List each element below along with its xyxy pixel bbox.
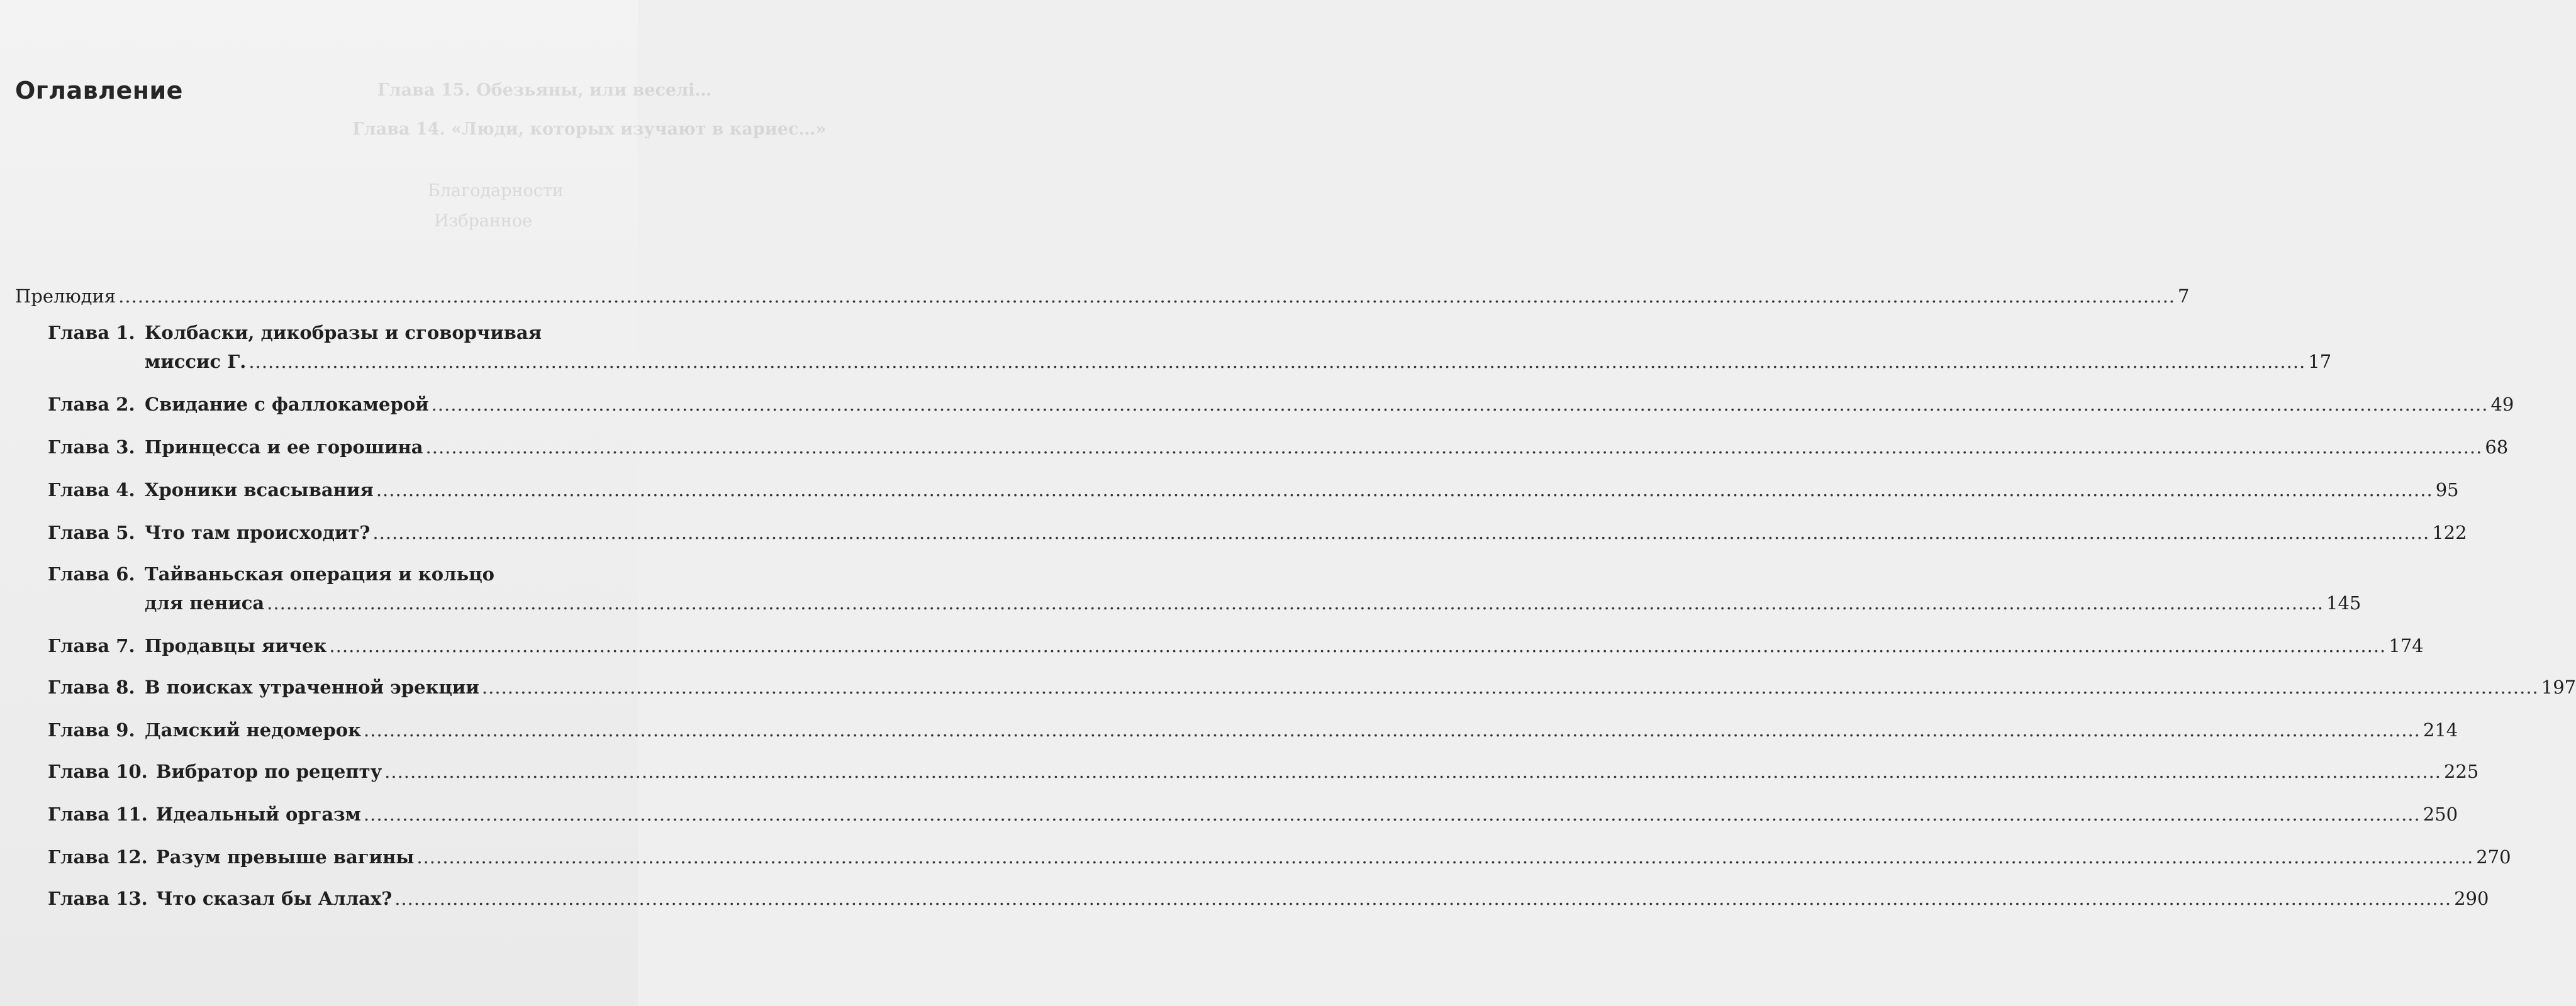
dot-leader <box>248 347 2306 376</box>
show-through-text: Глава 14. «Люди, которых изучают в кариес…» <box>352 119 827 139</box>
chapter-label: Глава 8. <box>48 677 135 698</box>
chapter-label: Глава 13. <box>48 888 148 909</box>
dot-leader <box>394 884 2451 913</box>
entry-title: Хроники всасывания <box>145 479 374 500</box>
chapter-label: Глава 1. <box>48 322 135 343</box>
entry-title: Идеальный оргазм <box>156 804 361 825</box>
page-number: 250 <box>2423 804 2458 825</box>
dot-leader <box>376 475 2433 504</box>
toc-entry-chapter-4 <box>48 475 2459 504</box>
dot-leader <box>364 716 2421 744</box>
entry-title: Что там происходит? <box>145 522 371 543</box>
entry-title-continued: миссис Г. <box>145 351 247 372</box>
page-number: 174 <box>2389 635 2424 656</box>
entry-title: Принцесса и ее горошина <box>145 436 423 458</box>
toc-entry-chapter-7 <box>48 631 2424 660</box>
page-title: Оглавление <box>15 77 183 104</box>
page-number: 270 <box>2476 846 2511 868</box>
page-number: 225 <box>2444 761 2479 782</box>
chapter-label: Глава 4. <box>48 479 135 500</box>
page-number: 214 <box>2423 719 2458 741</box>
entry-title: Тайваньская операция и кольцо <box>145 563 494 585</box>
entry-title: Свидание с фаллокамерой <box>145 394 429 415</box>
toc-entry-chapter-2 <box>48 390 2514 419</box>
page-number: 197 <box>2541 677 2576 698</box>
entry-title: Колбаски, дикобразы и сговорчивая <box>145 322 542 343</box>
entry-title: Что сказал бы Аллах? <box>156 888 393 909</box>
toc-entry-chapter-13 <box>48 884 2489 913</box>
dot-leader <box>118 282 2175 311</box>
chapter-label: Глава 6. <box>48 563 135 585</box>
chapter-label: Глава 2. <box>48 394 135 415</box>
entry-title: Вибратор по рецепту <box>156 761 382 782</box>
dot-leader <box>426 433 2483 462</box>
toc-entry-chapter-1 <box>48 318 2332 376</box>
show-through-text: Глава 15. Обезьяны, или веселі… <box>377 80 712 100</box>
page-number: 49 <box>2490 394 2514 415</box>
dot-leader <box>372 518 2429 547</box>
page-number: 95 <box>2435 479 2459 500</box>
chapter-label: Глава 11. <box>48 804 148 825</box>
chapter-label: Глава 3. <box>48 436 135 458</box>
dot-leader <box>267 589 2324 617</box>
chapter-label: Глава 5. <box>48 522 135 543</box>
page-number: 68 <box>2485 436 2509 458</box>
dot-leader <box>329 631 2386 660</box>
toc-entry-chapter-5 <box>48 518 2467 547</box>
chapter-label: Глава 9. <box>48 719 135 741</box>
page-number: 122 <box>2432 522 2467 543</box>
chapter-label: Глава 10. <box>48 761 148 782</box>
page-number: 17 <box>2308 351 2332 372</box>
entry-title: Прелюдия <box>15 285 116 307</box>
toc-entry-prelude <box>15 282 2190 311</box>
chapter-label: Глава 12. <box>48 846 148 868</box>
toc-entry-chapter-11 <box>48 800 2458 829</box>
dot-leader <box>482 673 2539 702</box>
page-number: 145 <box>2326 592 2361 614</box>
dot-leader <box>432 390 2489 419</box>
chapter-label: Глава 7. <box>48 635 135 656</box>
entry-title: Дамский недомерок <box>145 719 362 741</box>
dot-leader <box>364 800 2421 829</box>
entry-title: Разум превыше вагины <box>156 846 415 868</box>
page-number: 290 <box>2454 888 2489 909</box>
entry-title-continued: для пениса <box>145 592 265 614</box>
dot-leader <box>384 757 2441 786</box>
toc-entry-chapter-10 <box>48 757 2479 786</box>
entry-title: В поисках утраченной эрекции <box>145 677 479 698</box>
entry-title: Продавцы яичек <box>145 635 327 656</box>
toc-entry-chapter-3 <box>48 433 2509 462</box>
show-through-text: Избранное <box>434 211 533 231</box>
toc-entry-chapter-9 <box>48 716 2458 744</box>
dot-leader <box>416 843 2473 871</box>
toc-entry-chapter-8 <box>48 673 2576 702</box>
toc-entry-chapter-6 <box>48 560 2361 617</box>
toc-entry-chapter-12 <box>48 843 2511 871</box>
show-through-text: Благодарности <box>428 181 564 201</box>
page-number: 7 <box>2178 285 2190 307</box>
